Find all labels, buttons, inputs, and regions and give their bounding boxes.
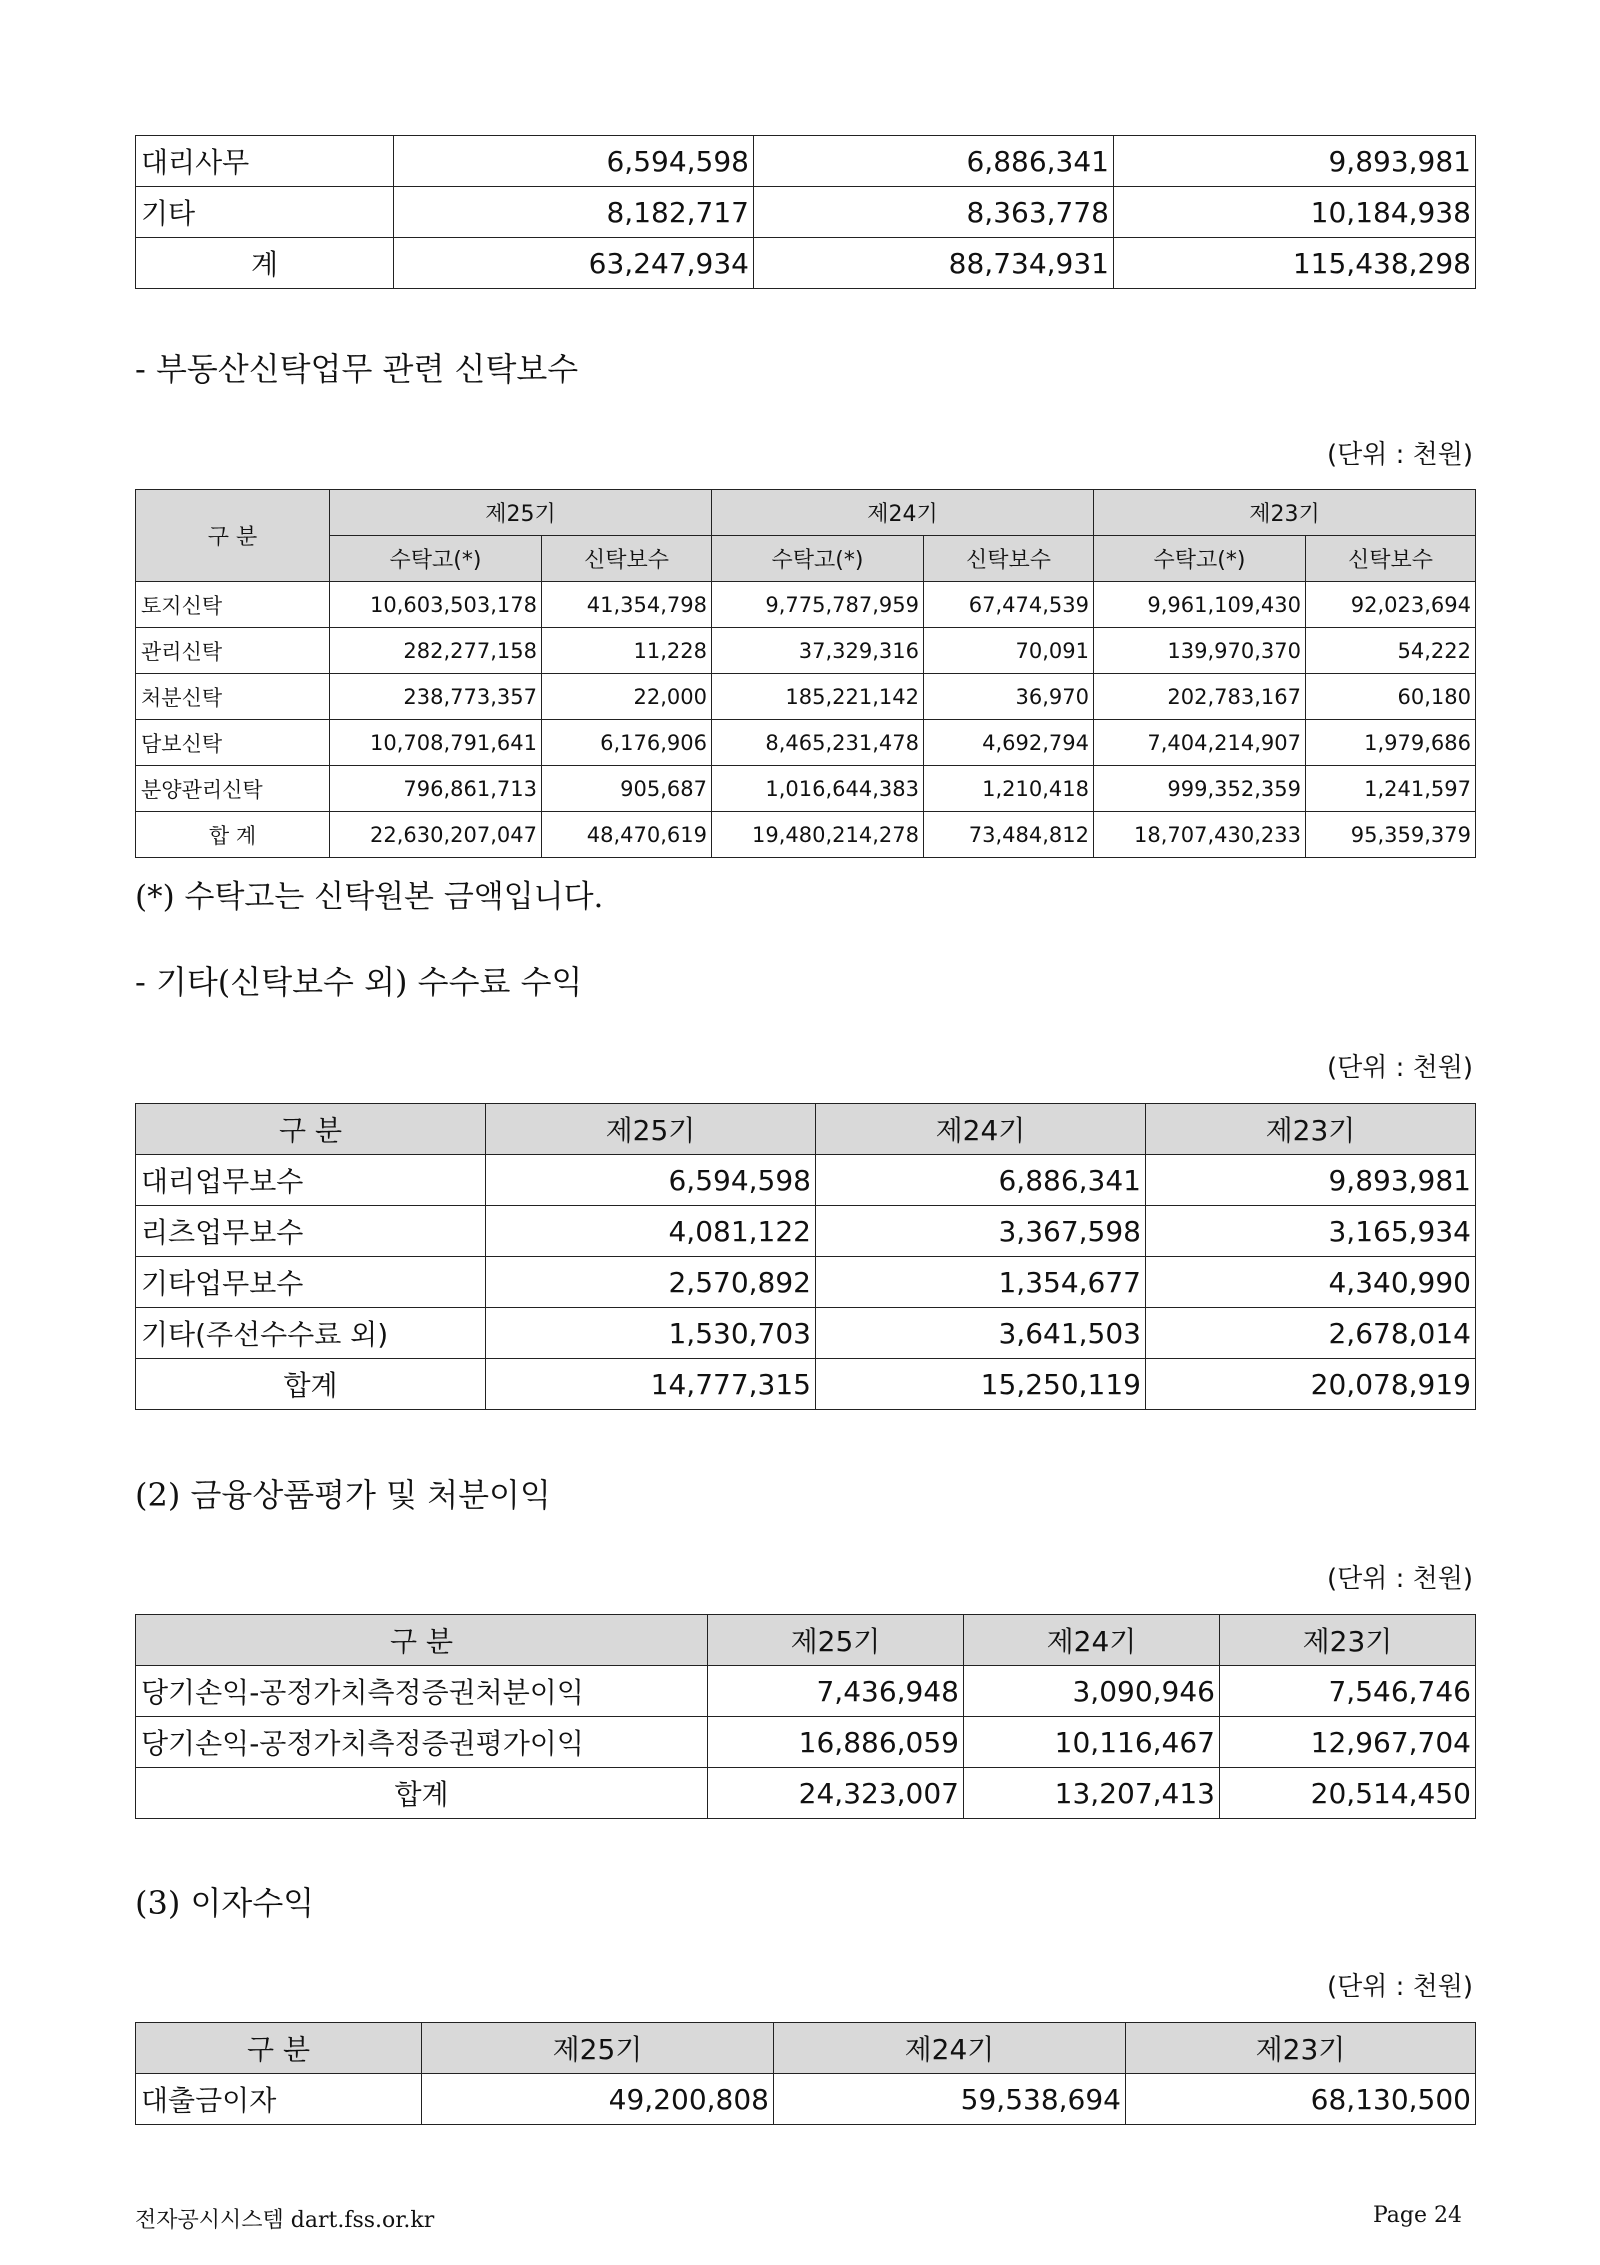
cell-value: 8,465,231,478 [712, 720, 924, 766]
header-category: 구 분 [136, 2023, 422, 2074]
cell-value: 1,530,703 [486, 1308, 816, 1359]
table-header-row [136, 1615, 1476, 1666]
cell-value: 14,777,315 [486, 1359, 816, 1410]
cell-value: 185,221,142 [712, 674, 924, 720]
cell-value: 999,352,359 [1094, 766, 1306, 812]
cell-value: 9,893,981 [1114, 136, 1476, 187]
row-label: 합 계 [136, 812, 330, 858]
table-header-row [136, 490, 1476, 536]
cell-value: 4,692,794 [924, 720, 1094, 766]
cell-value: 88,734,931 [754, 238, 1114, 289]
cell-value: 3,165,934 [1146, 1206, 1476, 1257]
unit-label: (단위 : 천원) [1326, 440, 1473, 470]
header-sub: 신탁보수 [924, 536, 1094, 582]
cell-value: 3,090,946 [964, 1666, 1220, 1717]
table-row [136, 628, 1476, 674]
cell-value: 37,329,316 [712, 628, 924, 674]
cell-value: 16,886,059 [708, 1717, 964, 1768]
cell-value: 95,359,379 [1306, 812, 1476, 858]
row-label: 계 [136, 238, 394, 289]
row-label: 대출금이자 [136, 2074, 422, 2125]
table-subheader-row [136, 536, 1476, 582]
cell-value: 10,603,503,178 [330, 582, 542, 628]
top-table [135, 135, 1476, 289]
unit-label: (단위 : 천원) [1326, 1972, 1473, 2002]
cell-value: 7,404,214,907 [1094, 720, 1306, 766]
cell-value: 238,773,357 [330, 674, 542, 720]
interest-table [135, 2022, 1476, 2125]
footer-source: 전자공시시스템 dart.fss.or.kr [135, 2208, 435, 2233]
cell-value: 48,470,619 [542, 812, 712, 858]
table-row [136, 1666, 1476, 1717]
cell-value: 20,078,919 [1146, 1359, 1476, 1410]
header-sub: 수탁고(*) [1094, 536, 1306, 582]
cell-value: 41,354,798 [542, 582, 712, 628]
header-period: 제23기 [1220, 1615, 1476, 1666]
row-label: 당기손익-공정가치측정증권처분이익 [136, 1666, 708, 1717]
cell-value: 7,546,746 [1220, 1666, 1476, 1717]
cell-value: 9,961,109,430 [1094, 582, 1306, 628]
header-period: 제25기 [708, 1615, 964, 1666]
cell-value: 59,538,694 [774, 2074, 1126, 2125]
cell-value: 10,116,467 [964, 1717, 1220, 1768]
footer-page-number: Page 24 [1372, 2203, 1462, 2228]
header-category: 구 분 [136, 1615, 708, 1666]
row-label: 대리사무 [136, 136, 394, 187]
row-label: 기타업무보수 [136, 1257, 486, 1308]
table-row [136, 1155, 1476, 1206]
cell-value: 202,783,167 [1094, 674, 1306, 720]
section-heading-interest: (3) 이자수익 [135, 1884, 315, 1922]
header-sub: 수탁고(*) [330, 536, 542, 582]
table-row-total [136, 1768, 1476, 1819]
cell-value: 22,630,207,047 [330, 812, 542, 858]
cell-value: 139,970,370 [1094, 628, 1306, 674]
header-period: 제25기 [422, 2023, 774, 2074]
row-label: 합계 [136, 1359, 486, 1410]
header-period: 제24기 [964, 1615, 1220, 1666]
cell-value: 8,182,717 [394, 187, 754, 238]
cell-value: 22,000 [542, 674, 712, 720]
row-label: 분양관리신탁 [136, 766, 330, 812]
table-header-row [136, 1104, 1476, 1155]
cell-value: 1,210,418 [924, 766, 1094, 812]
cell-value: 67,474,539 [924, 582, 1094, 628]
header-period: 제24기 [816, 1104, 1146, 1155]
cell-value: 4,081,122 [486, 1206, 816, 1257]
table-row [136, 720, 1476, 766]
header-period: 제23기 [1146, 1104, 1476, 1155]
header-sub: 신탁보수 [542, 536, 712, 582]
table-row [136, 2074, 1476, 2125]
table-row [136, 1308, 1476, 1359]
cell-value: 70,091 [924, 628, 1094, 674]
row-label: 리츠업무보수 [136, 1206, 486, 1257]
table-row-total [136, 812, 1476, 858]
cell-value: 92,023,694 [1306, 582, 1476, 628]
table-row-total [136, 1359, 1476, 1410]
cell-value: 6,176,906 [542, 720, 712, 766]
header-sub: 신탁보수 [1306, 536, 1476, 582]
header-period: 제24기 [774, 2023, 1126, 2074]
section-heading-other-fee: - 기타(신탁보수 외) 수수료 수익 [135, 963, 583, 1001]
cell-value: 36,970 [924, 674, 1094, 720]
table-row [136, 766, 1476, 812]
cell-value: 10,184,938 [1114, 187, 1476, 238]
cell-value: 8,363,778 [754, 187, 1114, 238]
cell-value: 1,354,677 [816, 1257, 1146, 1308]
cell-value: 49,200,808 [422, 2074, 774, 2125]
cell-value: 3,367,598 [816, 1206, 1146, 1257]
row-label: 기타 [136, 187, 394, 238]
cell-value: 12,967,704 [1220, 1717, 1476, 1768]
row-label: 당기손익-공정가치측정증권평가이익 [136, 1717, 708, 1768]
header-category: 구 분 [136, 490, 330, 582]
cell-value: 905,687 [542, 766, 712, 812]
header-period: 제25기 [330, 490, 712, 536]
table-row [136, 187, 1476, 238]
cell-value: 9,775,787,959 [712, 582, 924, 628]
table-row [136, 136, 1476, 187]
cell-value: 6,594,598 [394, 136, 754, 187]
cell-value: 796,861,713 [330, 766, 542, 812]
cell-value: 54,222 [1306, 628, 1476, 674]
cell-value: 15,250,119 [816, 1359, 1146, 1410]
cell-value: 6,594,598 [486, 1155, 816, 1206]
row-label: 토지신탁 [136, 582, 330, 628]
cell-value: 63,247,934 [394, 238, 754, 289]
cell-value: 6,886,341 [816, 1155, 1146, 1206]
table-header-row [136, 2023, 1476, 2074]
table-row [136, 1257, 1476, 1308]
other-fee-table [135, 1103, 1476, 1410]
table-row [136, 674, 1476, 720]
cell-value: 20,514,450 [1220, 1768, 1476, 1819]
header-period: 제23기 [1126, 2023, 1476, 2074]
cell-value: 19,480,214,278 [712, 812, 924, 858]
header-category: 구 분 [136, 1104, 486, 1155]
row-label: 담보신탁 [136, 720, 330, 766]
section-heading-financial: (2) 금융상품평가 및 처분이익 [135, 1476, 551, 1514]
cell-value: 73,484,812 [924, 812, 1094, 858]
section-heading-trust-fee: - 부동산신탁업무 관련 신탁보수 [135, 350, 579, 388]
row-label: 기타(주선수수료 외) [136, 1308, 486, 1359]
cell-value: 1,979,686 [1306, 720, 1476, 766]
table-row [136, 582, 1476, 628]
row-label: 처분신탁 [136, 674, 330, 720]
cell-value: 1,241,597 [1306, 766, 1476, 812]
row-label: 합계 [136, 1768, 708, 1819]
cell-value: 13,207,413 [964, 1768, 1220, 1819]
cell-value: 2,570,892 [486, 1257, 816, 1308]
financial-table [135, 1614, 1476, 1819]
cell-value: 9,893,981 [1146, 1155, 1476, 1206]
cell-value: 2,678,014 [1146, 1308, 1476, 1359]
cell-value: 282,277,158 [330, 628, 542, 674]
cell-value: 24,323,007 [708, 1768, 964, 1819]
cell-value: 60,180 [1306, 674, 1476, 720]
row-label: 대리업무보수 [136, 1155, 486, 1206]
header-period: 제23기 [1094, 490, 1476, 536]
footnote: (*) 수탁고는 신탁원본 금액입니다. [135, 879, 604, 915]
cell-value: 3,641,503 [816, 1308, 1146, 1359]
row-label: 관리신탁 [136, 628, 330, 674]
table-row [136, 1717, 1476, 1768]
table-row [136, 1206, 1476, 1257]
header-sub: 수탁고(*) [712, 536, 924, 582]
table-row-total [136, 238, 1476, 289]
unit-label: (단위 : 천원) [1326, 1564, 1473, 1594]
trust-fee-table [135, 489, 1476, 858]
header-period: 제24기 [712, 490, 1094, 536]
cell-value: 4,340,990 [1146, 1257, 1476, 1308]
cell-value: 1,016,644,383 [712, 766, 924, 812]
header-period: 제25기 [486, 1104, 816, 1155]
unit-label: (단위 : 천원) [1326, 1053, 1473, 1083]
cell-value: 6,886,341 [754, 136, 1114, 187]
cell-value: 115,438,298 [1114, 238, 1476, 289]
cell-value: 68,130,500 [1126, 2074, 1476, 2125]
cell-value: 7,436,948 [708, 1666, 964, 1717]
cell-value: 18,707,430,233 [1094, 812, 1306, 858]
cell-value: 10,708,791,641 [330, 720, 542, 766]
cell-value: 11,228 [542, 628, 712, 674]
